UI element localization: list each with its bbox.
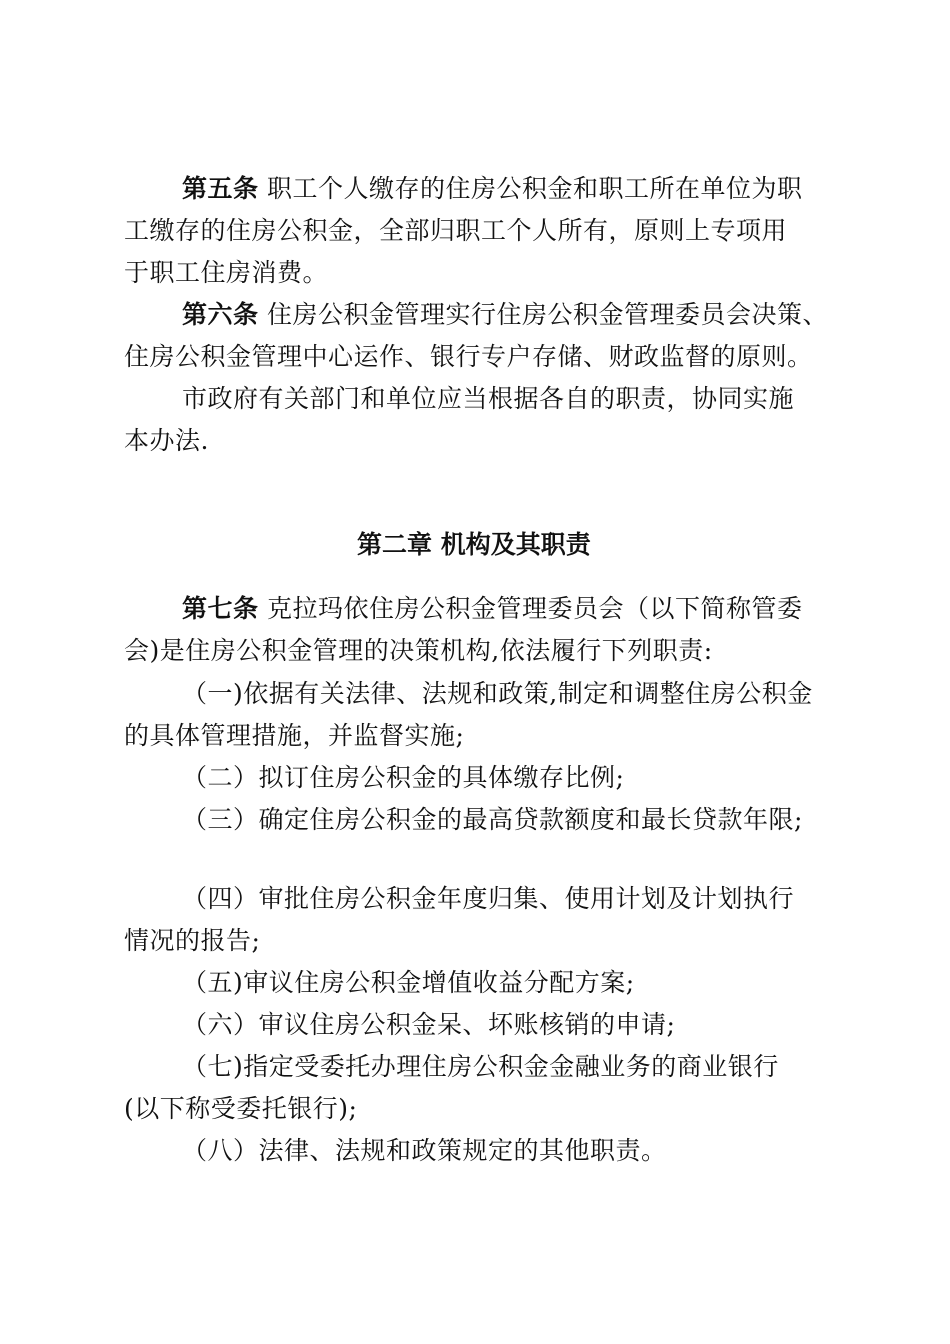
article7-label: 第七条 [182, 594, 259, 623]
item-7-line1: （七)指定受委托办理住房公积金金融业务的商业银行 [182, 1052, 779, 1081]
article7-line2: 会)是住房公积金管理的决策机构,依法履行下列职责: [124, 636, 713, 665]
article6-line2: 住房公积金管理中心运作、银行专户存储、财政监督的原则。 [124, 342, 813, 371]
item-4-line1: （四）审批住房公积金年度归集、使用计划及计划执行 [182, 884, 795, 913]
item-5-line1: （五)审议住房公积金增值收益分配方案; [182, 968, 635, 997]
article5-line1 [182, 172, 802, 206]
article7-line1 [182, 592, 802, 626]
item-8-line1: （八）法律、法规和政策规定的其他职责。 [182, 1136, 667, 1165]
chapter-heading: 第二章 机构及其职责 [357, 530, 591, 559]
item-6-line1: （六）审议住房公积金呆、坏账核销的申请; [182, 1010, 676, 1039]
item-1-line2: 的具体管理措施，并监督实施; [124, 721, 465, 750]
article5-line2: 工缴存的住房公积金，全部归职工个人所有，原则上专项用 [124, 216, 788, 245]
article6-line1 [182, 298, 828, 332]
item-7-line2: (以下称受委托银行); [124, 1094, 358, 1123]
article6-text1: 住房公积金管理实行住房公积金管理委员会决策、 [266, 300, 828, 329]
article7-text1: 克拉玛依住房公积金管理委员会（以下简称管委 [266, 594, 803, 623]
item-4-line2: 情况的报告; [124, 926, 261, 955]
article5-label: 第五条 [182, 174, 259, 203]
item-3-line1: （三）确定住房公积金的最高贷款额度和最长贷款年限; [182, 805, 803, 834]
item-2-line1: （二）拟订住房公积金的具体缴存比例; [182, 763, 625, 792]
article5-text1: 职工个人缴存的住房公积金和职工所在单位为职 [266, 174, 803, 203]
article6-label: 第六条 [182, 300, 259, 329]
article5-line3: 于职工住房消费。 [124, 258, 329, 287]
article6-para2-line2: 本办法. [124, 426, 209, 455]
article6-para2-line1: 市政府有关部门和单位应当根据各自的职责，协同实施 [182, 384, 795, 413]
item-1-line1: （一)依据有关法律、法规和政策,制定和调整住房公积金 [182, 679, 813, 708]
